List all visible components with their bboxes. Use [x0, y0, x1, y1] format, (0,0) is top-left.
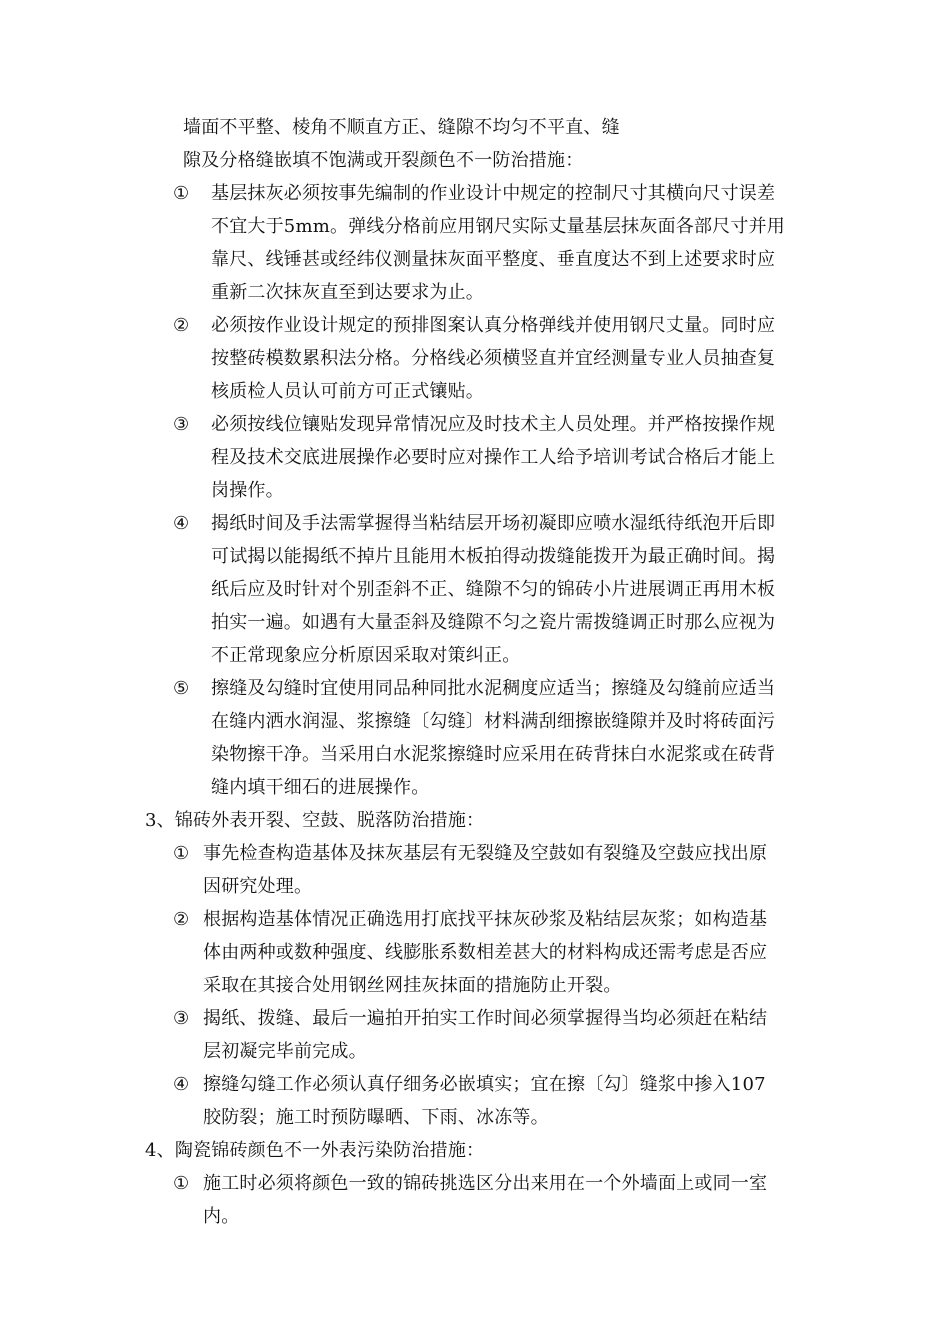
list-marker: ①	[173, 843, 190, 864]
section-heading: 4、陶瓷锦砖颜色不一外表污染防治措施：	[145, 1140, 485, 1161]
list-item-line: 擦缝勾缝工作必须认真仔细务必嵌填实；宜在擦〔勾〕缝浆中掺入107	[203, 1074, 766, 1095]
list-item-line: 按整砖模数累积法分格。分格线必须横竖直并宜经测量专业人员抽查复	[211, 348, 776, 369]
list-item-line: 拍实一遍。如遇有大量歪斜及缝隙不匀之瓷片需拨缝调正时那么应视为	[211, 612, 776, 633]
list-item-line: 缝内填干细石的进展操作。	[211, 777, 430, 798]
list-item-line: 不宜大于5mm。弹线分格前应用钢尺实际丈量基层抹灰面各部尺寸并用	[211, 216, 785, 237]
list-marker: ④	[173, 513, 190, 534]
list-item-line: 体由两种或数种强度、线膨胀系数相差甚大的材料构成还需考虑是否应	[203, 942, 768, 963]
list-item-line: 因研究处理。	[203, 876, 313, 897]
list-item-line: 采取在其接合处用钢丝网挂灰抹面的措施防止开裂。	[203, 975, 622, 996]
list-marker: ③	[173, 1008, 190, 1029]
list-marker: ④	[173, 1074, 190, 1095]
list-item-line: 核质检人员认可前方可正式镶贴。	[211, 381, 484, 402]
list-item-line: 层初凝完毕前完成。	[203, 1041, 367, 1062]
list-marker: ①	[173, 183, 190, 204]
list-item-line: 施工时必须将颜色一致的锦砖挑选区分出来用在一个外墙面上或同一室	[203, 1173, 768, 1194]
list-marker: ②	[173, 315, 190, 336]
list-item-line: 纸后应及时针对个别歪斜不正、缝隙不匀的锦砖小片进展调正再用木板	[211, 579, 776, 600]
list-item-line: 染物擦干净。当采用白水泥浆擦缝时应采用在砖背抹白水泥浆或在砖背	[211, 744, 776, 765]
list-item-line: 不正常现象应分析原因采取对策纠正。	[211, 645, 521, 666]
intro-line: 墙面不平整、棱角不顺直方正、缝隙不均匀不平直、缝	[183, 117, 620, 138]
list-item-line: 可试揭以能揭纸不掉片且能用木板拍得动拨缝能拨开为最正确时间。揭	[211, 546, 776, 567]
list-item-line: 擦缝及勾缝时宜使用同品种同批水泥稠度应适当；擦缝及勾缝前应适当	[211, 678, 776, 699]
list-item-line: 必须按作业设计规定的预排图案认真分格弹线并使用钢尺丈量。同时应	[211, 315, 776, 336]
list-item-line: 揭纸、拨缝、最后一遍拍开拍实工作时间必须掌握得当均必须赶在粘结	[203, 1008, 768, 1029]
list-item-line: 根据构造基体情况正确选用打底找平抹灰砂浆及粘结层灰浆；如构造基	[203, 909, 768, 930]
intro-line: 隙及分格缝嵌填不饱满或开裂颜色不一防治措施：	[183, 150, 584, 171]
list-item-line: 必须按线位镶贴发现异常情况应及时技术主人员处理。并严格按操作规	[211, 414, 776, 435]
list-marker: ③	[173, 414, 190, 435]
list-item-line: 程及技术交底进展操作必要时应对操作工人给予培训考试合格后才能上	[211, 447, 776, 468]
list-marker: ①	[173, 1173, 190, 1194]
list-marker: ②	[173, 909, 190, 930]
list-item-line: 揭纸时间及手法需掌握得当粘结层开场初凝即应喷水湿纸待纸泡开后即	[211, 513, 776, 534]
list-item-line: 胶防裂；施工时预防曝晒、下雨、冰冻等。	[203, 1107, 549, 1128]
list-item-line: 靠尺、线锤甚或经纬仪测量抹灰面平整度、垂直度达不到上述要求时应	[211, 249, 776, 270]
section-heading: 3、锦砖外表开裂、空鼓、脱落防治措施：	[145, 810, 485, 831]
list-marker: ⑤	[173, 678, 190, 699]
list-item-line: 重新二次抹灰直至到达要求为止。	[211, 282, 484, 303]
list-item-line: 在缝内洒水润湿、浆擦缝〔勾缝〕材料满刮细擦嵌缝隙并及时将砖面污	[211, 711, 776, 732]
list-item-line: 基层抹灰必须按事先编制的作业设计中规定的控制尺寸其横向尺寸误差	[211, 183, 776, 204]
list-item-line: 事先检查构造基体及抹灰基层有无裂缝及空鼓如有裂缝及空鼓应找出原	[203, 843, 768, 864]
list-item-line: 内。	[203, 1206, 240, 1227]
list-item-line: 岗操作。	[211, 480, 284, 501]
